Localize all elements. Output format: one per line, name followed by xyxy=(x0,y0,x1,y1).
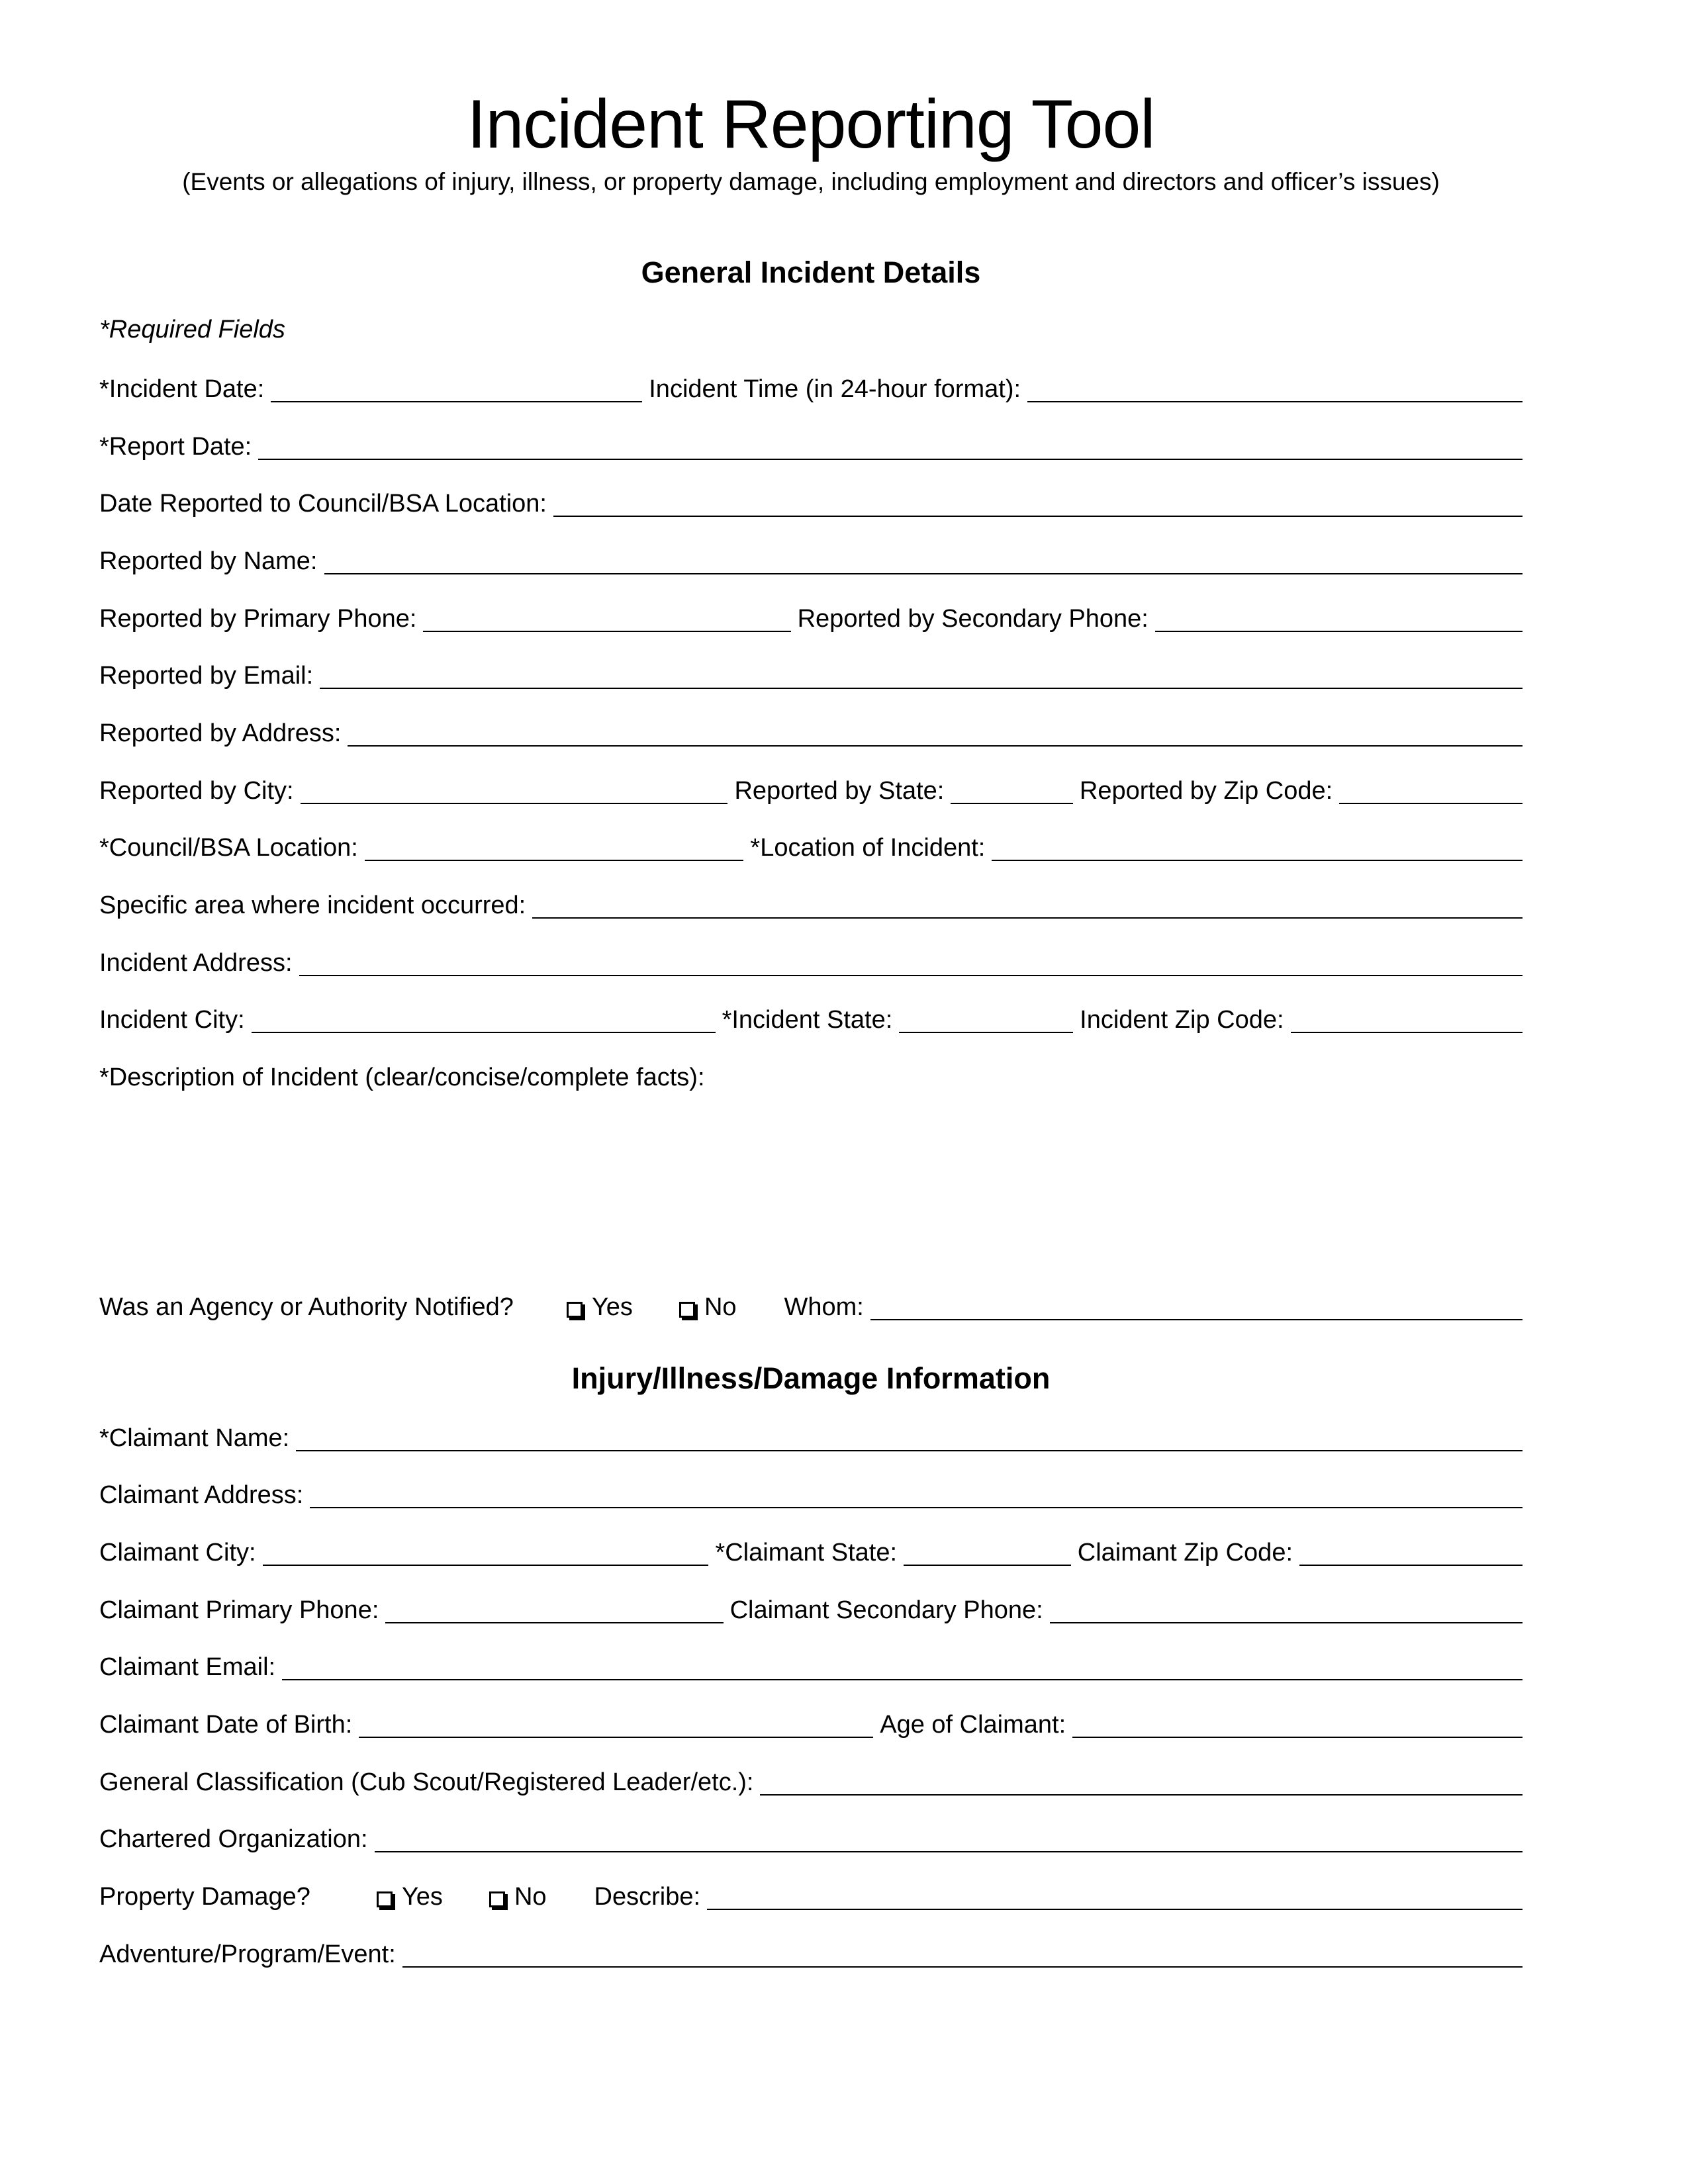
row-specific-area xyxy=(99,889,1523,921)
chartered-org-label: Chartered Organization: xyxy=(99,1825,368,1853)
describe-label: Describe: xyxy=(594,1883,701,1911)
reported-secondary-phone-field[interactable] xyxy=(1155,606,1523,632)
claimant-primary-phone-field[interactable] xyxy=(385,1597,723,1623)
reported-zip-field[interactable] xyxy=(1339,778,1523,804)
row-description xyxy=(99,1062,1523,1093)
whom-field[interactable] xyxy=(870,1294,1523,1320)
description-area[interactable] xyxy=(99,1101,1523,1273)
claimant-address-label: Claimant Address: xyxy=(99,1481,304,1509)
row-report-date xyxy=(99,431,1523,463)
row-agency-notified xyxy=(99,1291,1523,1323)
claimant-city-field[interactable] xyxy=(263,1539,709,1566)
incident-state-field[interactable] xyxy=(899,1007,1073,1033)
chartered-org-field[interactable] xyxy=(375,1826,1523,1852)
reported-primary-phone-label: Reported by Primary Phone: xyxy=(99,605,417,633)
reported-secondary-phone-label: Reported by Secondary Phone: xyxy=(797,605,1149,633)
classification-field[interactable] xyxy=(760,1769,1523,1796)
claimant-email-field[interactable] xyxy=(282,1654,1523,1680)
council-location-field[interactable] xyxy=(365,835,744,861)
required-fields-note: *Required Fields xyxy=(99,316,285,343)
property-damage-label: Property Damage? xyxy=(99,1883,310,1911)
claimant-address-field[interactable] xyxy=(310,1482,1523,1508)
reported-name-field[interactable] xyxy=(324,548,1523,574)
incident-time-label: Incident Time (in 24-hour format): xyxy=(649,375,1021,403)
form-title: Incident Reporting Tool xyxy=(467,86,1155,163)
reported-city-field[interactable] xyxy=(301,778,728,804)
row-adventure xyxy=(99,1938,1523,1970)
row-reported-name xyxy=(99,545,1523,577)
claimant-zip-field[interactable] xyxy=(1299,1539,1523,1566)
location-of-incident-field[interactable] xyxy=(992,835,1523,861)
adventure-field[interactable] xyxy=(402,1941,1523,1968)
agency-no-option[interactable] xyxy=(679,1291,737,1323)
row-date-reported xyxy=(99,488,1523,520)
row-incident-date-time xyxy=(99,373,1523,405)
row-claimant-email xyxy=(99,1651,1523,1683)
claimant-state-label: *Claimant State: xyxy=(715,1539,898,1567)
specific-area-field[interactable] xyxy=(532,892,1523,919)
row-incident-city-state-zip xyxy=(99,1004,1523,1036)
incident-date-label: *Incident Date: xyxy=(99,375,265,403)
council-location-label: *Council/BSA Location: xyxy=(99,834,358,862)
location-of-incident-label: *Location of Incident: xyxy=(750,834,986,862)
claimant-city-label: Claimant City: xyxy=(99,1539,256,1567)
row-council-location xyxy=(99,832,1523,864)
row-claimant-city-state-zip xyxy=(99,1537,1523,1569)
specific-area-label: Specific area where incident occurred: xyxy=(99,891,526,919)
claimant-name-label: *Claimant Name: xyxy=(99,1424,290,1452)
property-no-label: No xyxy=(514,1883,547,1911)
form-page xyxy=(99,0,1523,2184)
claimant-email-label: Claimant Email: xyxy=(99,1653,276,1681)
incident-city-field[interactable] xyxy=(252,1007,716,1033)
incident-address-field[interactable] xyxy=(299,950,1523,976)
reported-primary-phone-field[interactable] xyxy=(423,606,790,632)
row-claimant-dob-age xyxy=(99,1709,1523,1741)
row-reported-phones xyxy=(99,603,1523,635)
reported-address-label: Reported by Address: xyxy=(99,719,342,747)
reported-city-label: Reported by City: xyxy=(99,777,294,805)
report-date-label: *Report Date: xyxy=(99,433,252,461)
row-chartered-org xyxy=(99,1823,1523,1855)
row-incident-address xyxy=(99,947,1523,979)
claimant-secondary-phone-field[interactable] xyxy=(1050,1597,1523,1623)
row-property-damage xyxy=(99,1881,1523,1913)
claimant-primary-phone-label: Claimant Primary Phone: xyxy=(99,1596,379,1624)
incident-date-field[interactable] xyxy=(271,376,642,402)
incident-state-label: *Incident State: xyxy=(722,1006,893,1034)
property-yes-label: Yes xyxy=(401,1883,443,1911)
row-classification xyxy=(99,1766,1523,1798)
claimant-dob-field[interactable] xyxy=(359,1711,873,1738)
date-reported-label: Date Reported to Council/BSA Location: xyxy=(99,490,547,518)
agency-question-label: Was an Agency or Authority Notified? xyxy=(99,1293,514,1321)
reported-state-label: Reported by State: xyxy=(734,777,945,805)
date-reported-field[interactable] xyxy=(553,490,1523,517)
form-subtitle: (Events or allegations of injury, illness, or property damage, including employment and directors and officer’s issues) xyxy=(182,168,1440,195)
row-claimant-address xyxy=(99,1479,1523,1511)
property-no-option[interactable] xyxy=(489,1881,547,1913)
checkbox-icon[interactable] xyxy=(567,1302,583,1318)
checkbox-icon[interactable] xyxy=(489,1891,505,1907)
reported-zip-label: Reported by Zip Code: xyxy=(1079,777,1333,805)
row-reported-city-state-zip xyxy=(99,775,1523,807)
agency-no-label: No xyxy=(704,1293,737,1321)
description-label: *Description of Incident (clear/concise/complete facts): xyxy=(99,1064,705,1091)
incident-address-label: Incident Address: xyxy=(99,949,293,977)
claimant-state-field[interactable] xyxy=(904,1539,1071,1566)
claimant-zip-label: Claimant Zip Code: xyxy=(1077,1539,1293,1567)
checkbox-icon[interactable] xyxy=(679,1302,695,1318)
claimant-secondary-phone-label: Claimant Secondary Phone: xyxy=(729,1596,1043,1624)
report-date-field[interactable] xyxy=(258,433,1523,460)
section-injury-heading: Injury/Illness/Damage Information xyxy=(571,1361,1051,1395)
row-reported-address xyxy=(99,717,1523,749)
reported-address-field[interactable] xyxy=(348,720,1523,747)
row-claimant-phones xyxy=(99,1594,1523,1626)
whom-label: Whom: xyxy=(784,1293,864,1321)
row-claimant-name xyxy=(99,1422,1523,1454)
section-general-heading: General Incident Details xyxy=(641,255,981,289)
adventure-label: Adventure/Program/Event: xyxy=(99,1940,396,1968)
agency-yes-label: Yes xyxy=(591,1293,633,1321)
checkbox-icon[interactable] xyxy=(377,1891,393,1907)
property-yes-option[interactable] xyxy=(377,1881,443,1913)
claimant-name-field[interactable] xyxy=(296,1425,1523,1451)
claimant-age-label: Age of Claimant: xyxy=(880,1711,1066,1739)
reported-name-label: Reported by Name: xyxy=(99,547,318,575)
reported-state-field[interactable] xyxy=(951,778,1073,804)
agency-yes-option[interactable] xyxy=(567,1291,633,1323)
incident-zip-field[interactable] xyxy=(1291,1007,1523,1033)
claimant-dob-label: Claimant Date of Birth: xyxy=(99,1711,353,1739)
classification-label: General Classification (Cub Scout/Registered Leader/etc.): xyxy=(99,1768,754,1796)
row-reported-email xyxy=(99,660,1523,692)
incident-zip-label: Incident Zip Code: xyxy=(1080,1006,1284,1034)
reported-email-label: Reported by Email: xyxy=(99,662,314,690)
incident-time-field[interactable] xyxy=(1027,376,1523,402)
describe-field[interactable] xyxy=(707,1884,1523,1910)
claimant-age-field[interactable] xyxy=(1072,1711,1523,1738)
incident-city-label: Incident City: xyxy=(99,1006,245,1034)
reported-email-field[interactable] xyxy=(320,662,1523,689)
